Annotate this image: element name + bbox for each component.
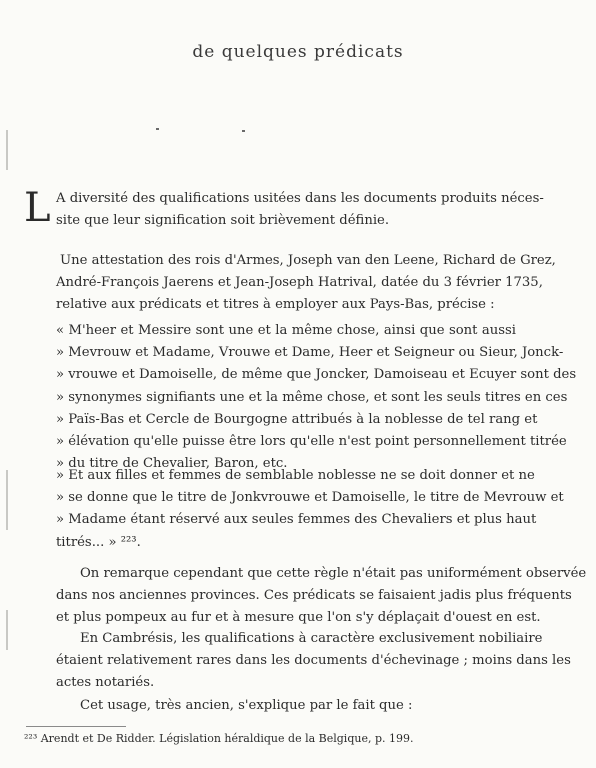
scan-edge-mark xyxy=(6,610,8,650)
text-line: actes notariés. xyxy=(56,675,155,691)
quotation-second xyxy=(56,465,564,554)
text-line: » vrouwe et Damoiselle, de même que Joncker, Damoiseau et Ecuyer sont des xyxy=(56,367,577,383)
text-line: En Cambrésis, les qualifications à caractère exclusivement nobiliaire xyxy=(80,631,543,646)
text-line: » élévation qu'elle puisse être lors qu'elle n'est point personnellement titrée xyxy=(56,434,567,450)
text-line: » Et aux filles et femmes de semblable noblesse ne se doit donner et ne xyxy=(56,468,535,483)
text-line: site que leur signification soit brièvement définie. xyxy=(56,213,390,229)
scan-edge-mark xyxy=(6,130,8,170)
text-line: » Mevrouw et Madame, Vrouwe et Dame, Heer et Seigneur ou Sieur, Jonck- xyxy=(56,345,564,361)
paragraph-observation xyxy=(56,563,587,630)
scan-speck xyxy=(242,130,245,132)
drop-cap: L xyxy=(24,185,51,231)
text-line: étaient relativement rares dans les documents d'échevinage ; moins dans les xyxy=(56,653,571,669)
text-line: A diversité des qualifications usitées dans les documents produits néces- xyxy=(56,191,544,206)
text-line: » Madame étant réservé aux seules femmes des Chevaliers et plus haut xyxy=(56,512,537,528)
text-line: Cet usage, très ancien, s'explique par le fait que : xyxy=(80,698,413,713)
footnote-divider xyxy=(26,726,126,727)
text-line: On remarque cependant que cette règle n'était pas uniformément observée xyxy=(80,566,587,581)
footnote: ²²³ Arendt et De Ridder. Législation héraldique de la Belgique, p. 199. xyxy=(24,732,414,745)
text-line: Une attestation des rois d'Armes, Joseph van den Leene, Richard de Grez, xyxy=(60,253,556,268)
paragraph-cambresis xyxy=(56,628,571,695)
text-line: dans nos anciennes provinces. Ces prédicats se faisaient jadis plus fréquents xyxy=(56,588,572,604)
text-line: » synonymes signifiants une et la même chose, et sont les seuls titres en ces xyxy=(56,389,568,405)
text-line: » se donne que le titre de Jonkvrouwe et Damoiselle, le titre de Mevrouw et xyxy=(56,490,564,506)
text-line: » du titre de Chevalier, Baron, etc. xyxy=(56,456,288,472)
page-title: de quelques prédicats xyxy=(192,42,404,62)
scan-speck xyxy=(156,128,159,130)
text-line: André-François Jaerens et Jean-Joseph Hatrival, datée du 3 février 1735, xyxy=(56,275,543,291)
text-line: « M'heer et Messire sont une et la même chose, ainsi que sont aussi xyxy=(56,323,516,338)
paragraph-usage xyxy=(56,695,516,717)
quotation-first xyxy=(56,320,577,475)
text-line: » Païs-Bas et Cercle de Bourgogne attribués à la noblesse de tel rang et xyxy=(56,411,538,427)
text-line: titrés... » ²²³. xyxy=(56,534,141,550)
text-line: relative aux prédicats et titres à employer aux Pays-Bas, précise : xyxy=(56,297,495,313)
scan-edge-mark xyxy=(6,470,8,530)
text-line: et plus pompeux au fur et à mesure que l'on s'y déplaçait d'ouest en est. xyxy=(56,610,541,626)
paragraph-intro xyxy=(56,188,544,232)
paragraph-attestation xyxy=(56,250,556,317)
